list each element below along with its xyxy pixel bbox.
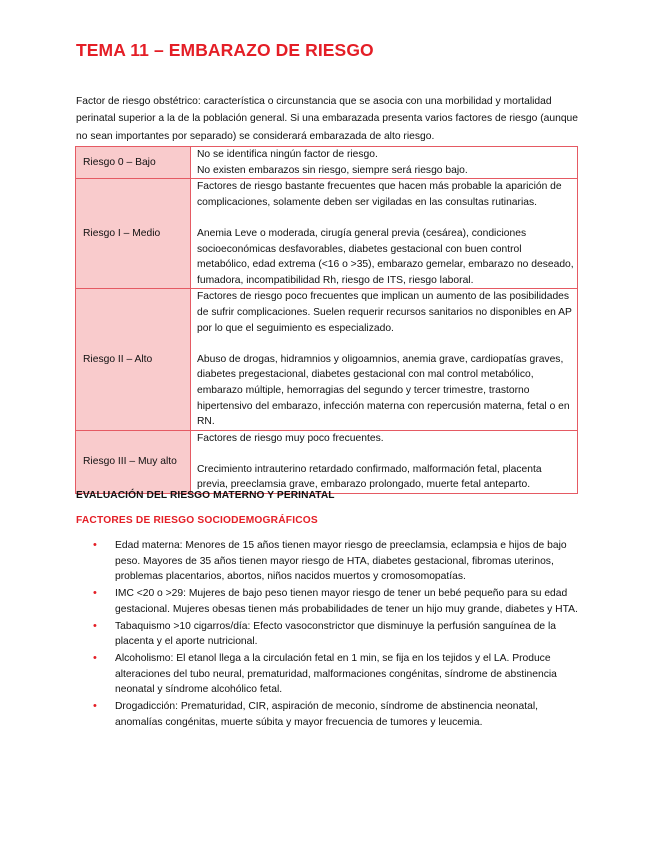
risk-description-cell <box>191 289 578 430</box>
risk-level-cell: Riesgo III – Muy alto <box>76 430 191 493</box>
risk-description-line: Factores de riesgo poco frecuentes que implican un aumento de las posibilidades de sufrir complicaciones. Suelen requerir recursos sanitarios no disponibles en AP por lo que el seguimiento es especializado. <box>197 291 572 334</box>
risk-level-cell: Riesgo II – Alto <box>76 289 191 430</box>
list-item-text: IMC <20 o >29: Mujeres de bajo peso tienen mayor riesgo de tener un bebé pequeño para su edad gestacional. Mujeres obesas tienen más probabilidades de tener un hijo muy grande, diabetes y HTA. <box>115 588 578 615</box>
table-row <box>76 289 578 430</box>
bullet-icon: • <box>93 652 97 664</box>
risk-level-cell: Riesgo I – Medio <box>76 179 191 289</box>
table-row <box>76 179 578 289</box>
list-item-text: Tabaquismo >10 cigarros/día: Efecto vasoconstrictor que disminuye la perfusión sanguínea de la placenta y el aporte nutricional. <box>115 620 557 647</box>
bullet-icon: • <box>93 587 97 599</box>
table-row <box>76 430 578 493</box>
list-item <box>76 651 582 698</box>
list-item-text: Edad materna: Menores de 15 años tienen mayor riesgo de preeclamsia, eclampsia e hijos de bajo peso. Mayores de 35 años tienen mayor riesgo de HTA, diabetes gestacional, fibromas uterinos, problemas placentarios, abortos, niños nacidos muertos y cromosomopatías. <box>115 540 567 582</box>
risk-details: Crecimiento intrauterino retardado confirmado, malformación fetal, placenta previa, preeclamsia grave, embarazo prolongado, muerte fetal anteparto. <box>197 463 542 491</box>
list-item <box>76 699 582 730</box>
document-title: TEMA 11 – EMBARAZO DE RIESGO <box>76 40 374 60</box>
list-item <box>76 586 582 617</box>
subsection-heading: FACTORES DE RIESGO SOCIODEMOGRÁFICOS <box>76 515 318 526</box>
bullet-icon: • <box>93 700 97 712</box>
section-heading: EVALUACIÓN DEL RIESGO MATERNO Y PERINATAL <box>76 490 335 501</box>
list-item <box>76 538 582 585</box>
list-item-text: Drogadicción: Prematuridad, CIR, aspiración de meconio, síndrome de abstinencia neonatal, anomalías congénitas, muerte súbita y mayor frecuencia de tumores y leucemia. <box>115 701 538 728</box>
risk-description-line: No existen embarazos sin riesgo, siempre será riesgo bajo. <box>197 164 468 176</box>
paragraph-gap <box>197 446 574 462</box>
list-item-text: Alcoholismo: El etanol llega a la circulación fetal en 1 min, se fija en los tejidos y el LA. Produce alteraciones del tubo neural, prematuridad, malformaciones congénitas, síndrome de abstinencia neonatal y síndrome alcohólico fetal. <box>115 653 557 695</box>
risk-details: Abuso de drogas, hidramnios y oligoamnios, anemia grave, cardiopatías graves, diabetes pregestacional, diabetes gestacional con mal control metabólico, embarazo múltiple, hemorragias del segundo y tercer trimestre, trastorno hipertensivo del embarazo, infección materna con repercusión materna, fetal o en RN. <box>197 353 570 428</box>
table-row <box>76 147 578 179</box>
risk-details: Anemia Leve o moderada, cirugía general previa (cesárea), condiciones socioeconómicas desfavorables, diabetes gestacional con buen control metabólico, edad extrema (<16 o >35), embarazo gemelar, embarazo no deseado, fumadora, incompatibilidad Rh, riesgo de ITS, riesgo laboral. <box>197 227 574 286</box>
bullet-icon: • <box>93 539 97 551</box>
risk-factors-list <box>76 538 582 732</box>
bullet-icon: • <box>93 619 97 632</box>
paragraph-gap <box>197 336 574 352</box>
list-item <box>76 619 582 650</box>
risk-level-cell: Riesgo 0 – Bajo <box>76 147 191 179</box>
risk-description-cell <box>191 147 578 179</box>
risk-description-line: No se identifica ningún factor de riesgo. <box>197 149 378 160</box>
intro-paragraph: Factor de riesgo obstétrico: característica o circunstancia que se asocia con una morbilidad y mortalidad perinatal superior a la de la población general. Si una embarazada presenta varios factores de riesgo (aunque no sean importantes por separado) se considerará embarazada de alto riesgo. <box>76 96 579 142</box>
paragraph-gap <box>197 210 574 226</box>
risk-description-line: Factores de riesgo muy poco frecuentes. <box>197 432 384 444</box>
risk-description-cell <box>191 430 578 493</box>
risk-level-table <box>75 146 578 494</box>
risk-description-line: Factores de riesgo bastante frecuentes que hacen más probable la aparición de complicaciones, solamente deben ser vigiladas en las consultas rutinarias. <box>197 181 562 208</box>
risk-description-cell <box>191 179 578 289</box>
